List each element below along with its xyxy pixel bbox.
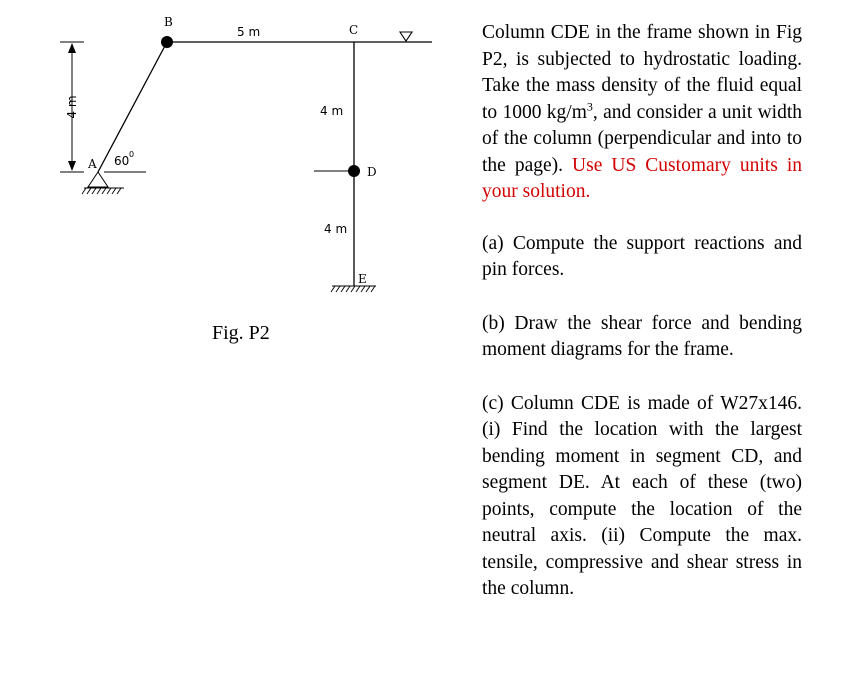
dim-de-label: 4 m xyxy=(324,222,348,236)
problem-intro xyxy=(482,20,802,206)
pin-d-icon xyxy=(348,165,360,177)
dim-top-label: 5 m xyxy=(237,25,261,39)
problem-statement xyxy=(482,20,802,603)
dim-left-label: 4 m xyxy=(65,95,79,119)
node-label-b: B xyxy=(164,15,173,29)
part-c: (c) Column CDE is made of W27x146. (i) Find the location with the largest bending moment in segment CD, and segment DE. At each of these (two) points, compute the location of the neutral axis. (ii) Compute the max. tensile, compressive and shear stress in the column. xyxy=(482,392,802,599)
angle-degree-mark: 0 xyxy=(129,150,135,159)
fixed-support-e-icon xyxy=(331,286,376,292)
figure-caption: Fig. P2 xyxy=(212,322,270,344)
node-label-e: E xyxy=(358,272,367,286)
node-label-a: A xyxy=(88,157,97,171)
intro-superscript: 3 xyxy=(586,99,593,113)
arrow-down-icon xyxy=(68,161,76,171)
node-label-d: D xyxy=(367,165,377,179)
node-label-c: C xyxy=(349,23,359,37)
pin-support-a-icon xyxy=(82,172,124,194)
angle-label: 60 xyxy=(114,154,130,168)
intro-text-start: Column CDE in the frame shown in Fig P2, is subjected to hydrostatic loading. Take the mass density of the fluid equal to 1000 kg/m xyxy=(482,22,802,123)
water-level-icon xyxy=(400,32,412,41)
intro-text-end: , and consider a unit width of the column (perpendicular and into to the page). xyxy=(482,101,803,176)
dim-cd-label: 4 m xyxy=(320,104,344,118)
pin-b-icon xyxy=(161,36,173,48)
part-a: (a) Compute the support reactions and pin forces. xyxy=(482,232,802,280)
units-instruction: Use US Customary units in your solution. xyxy=(482,154,802,202)
frame-figure xyxy=(0,0,470,360)
part-b: (b) Draw the shear force and bending moment diagrams for the frame. xyxy=(482,312,802,360)
arrow-up-icon xyxy=(68,43,76,53)
